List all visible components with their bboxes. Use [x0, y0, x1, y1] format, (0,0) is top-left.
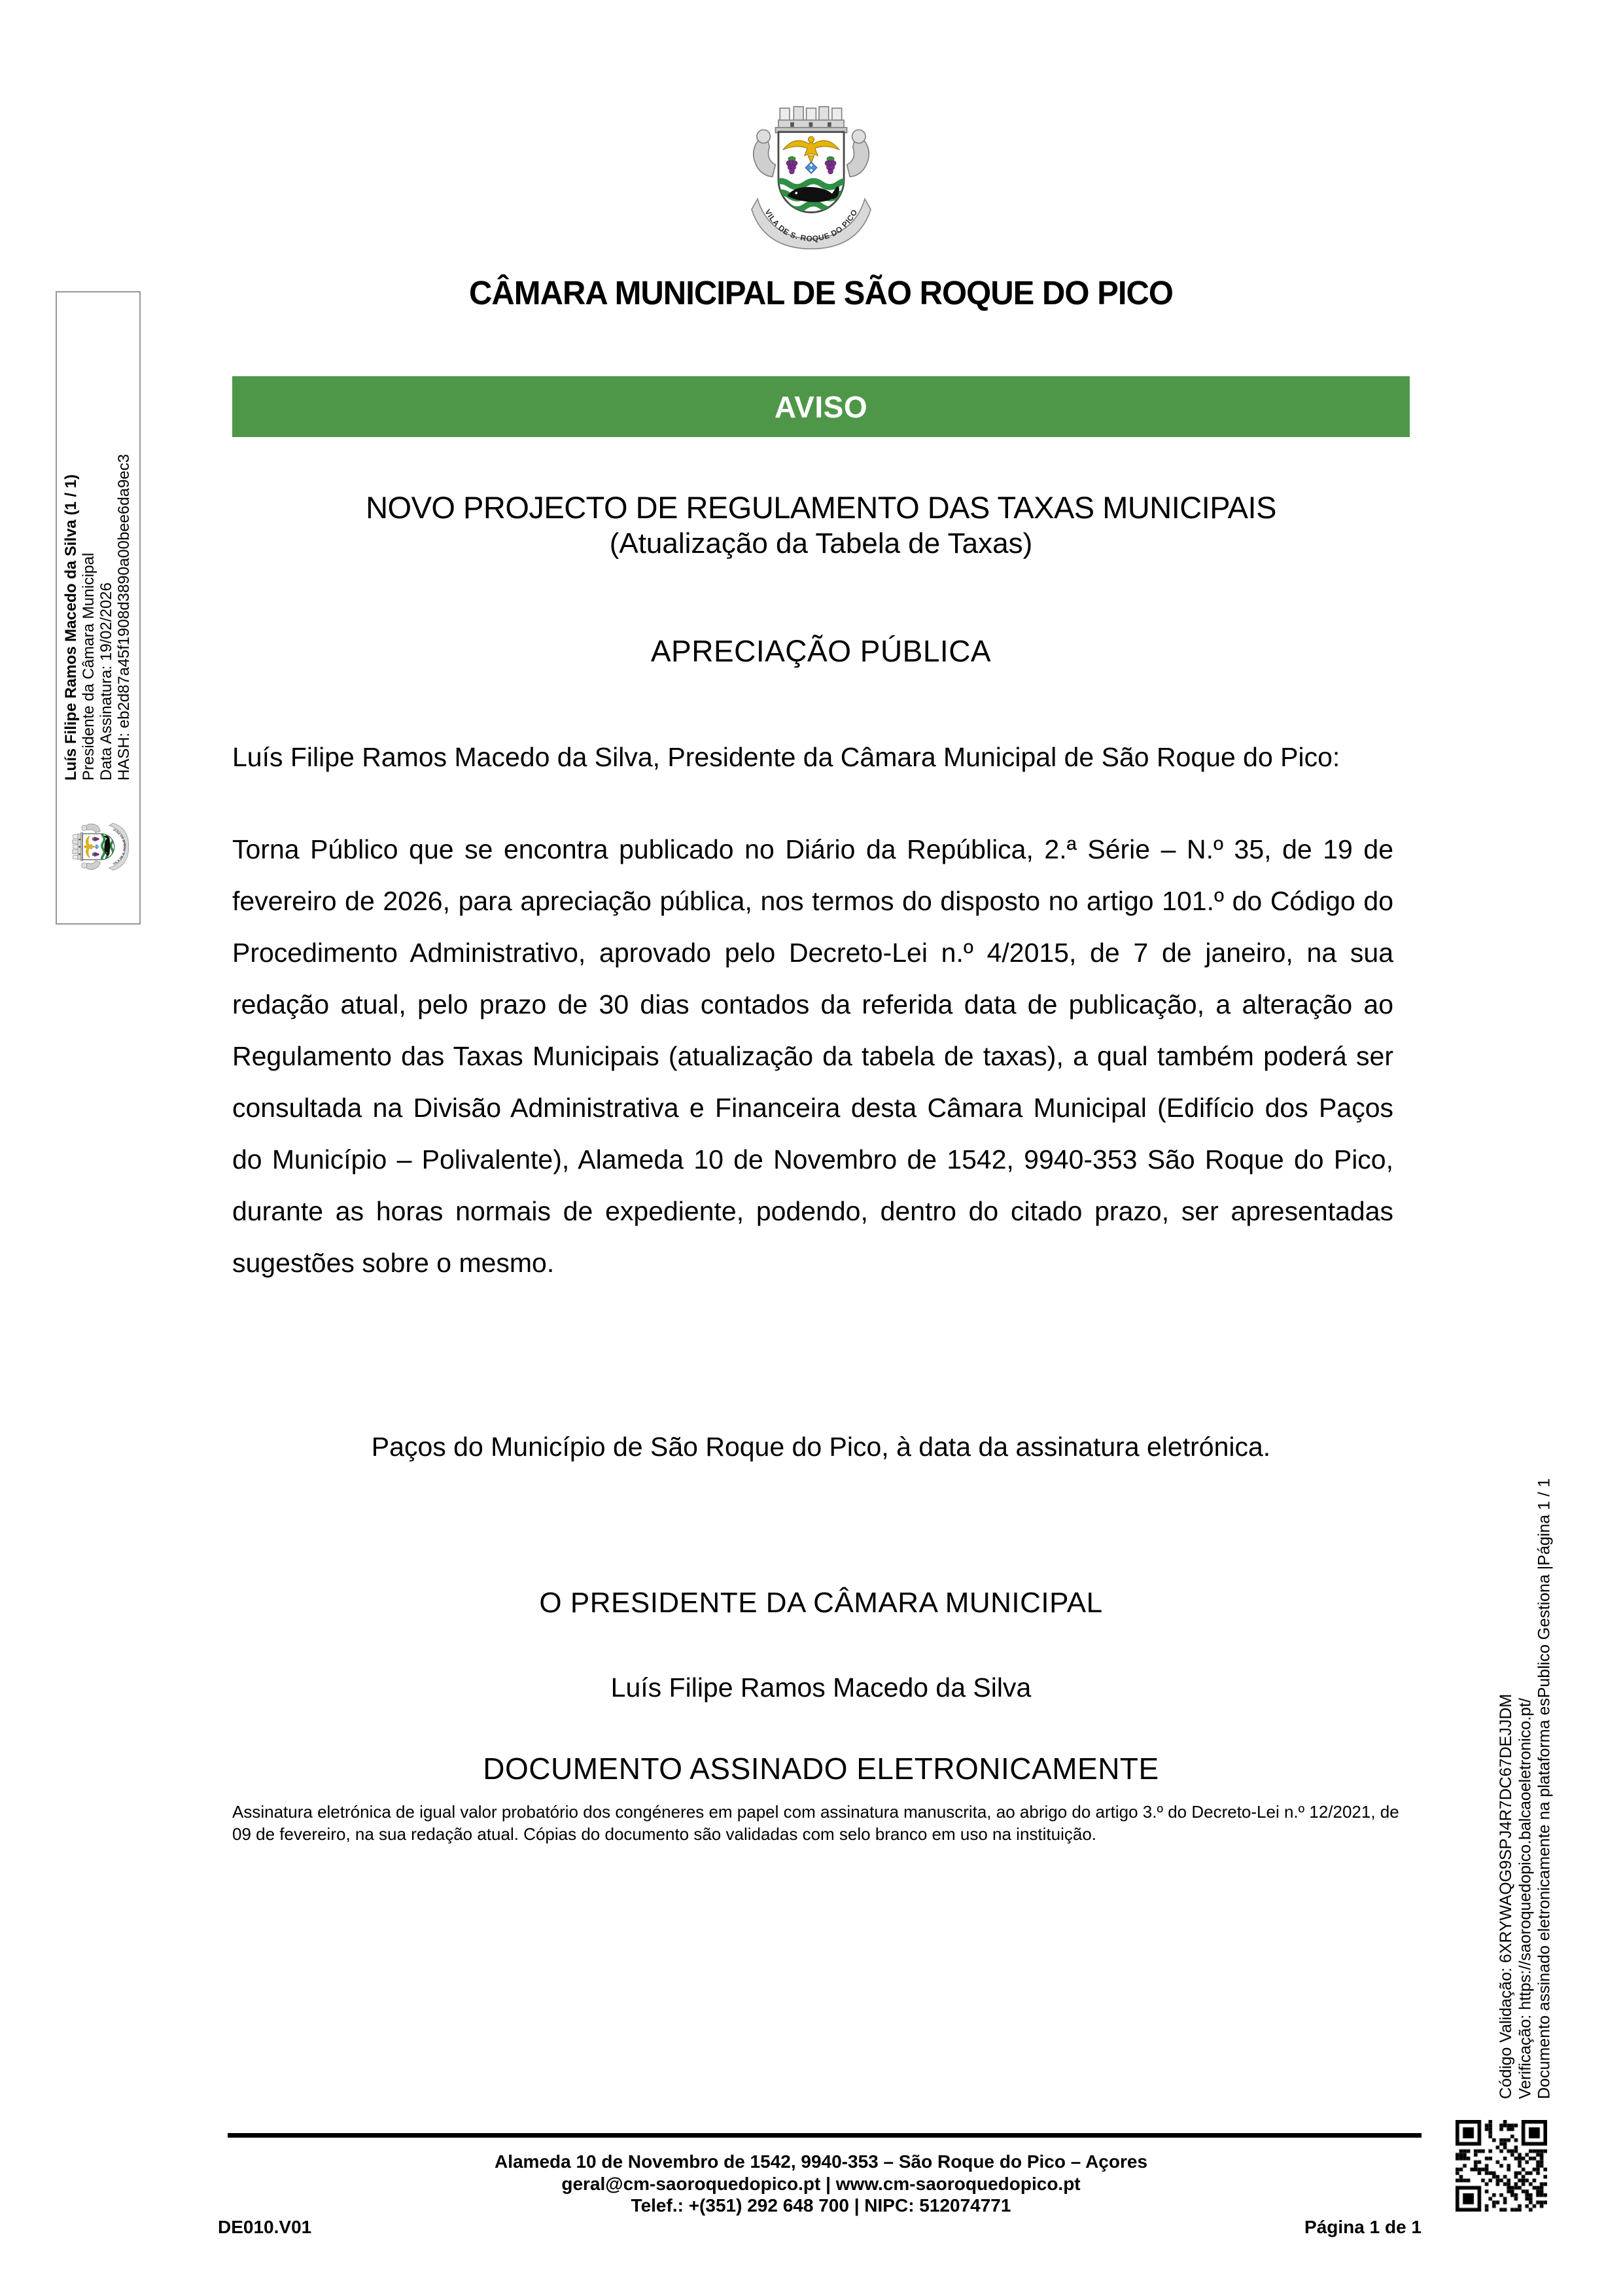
main-paragraph: Torna Público que se encontra publicado no Diário da República, 2.ª Série – N.º 35, de 19 de fevereiro de 2026, para apreciação pública, nos termos do disposto no artigo 101.º do Código do Procedimento Administrativo, aprovado pelo Decreto-Lei n.º 4/2015, de 7 de janeiro, na sua redação atual, pelo prazo de 30 dias contados da referida data de publicação, a alteração ao Regulamento das Taxas Municipais (atualização da tabela de taxas), a qual também poderá ser consultada na Divisão Administrativa e Financeira desta Câmara Municipal (Edifício dos Paços do Município – Polivalente), Alameda 10 de Novembro de 1542, 9940-353 São Roque do Pico, durante as horas normais de expediente, podendo, dentro do citado prazo, ser apresentadas sugestões sobre o mesmo. [232, 834, 1393, 1278]
footer-contacts: geral@cm-saoroquedopico.pt | www.cm-saoroquedopico.pt [561, 2174, 1081, 2194]
validation-url: Verificação: https://saoroquedopico.balcaoeletronico.pt/ [1516, 1698, 1535, 2099]
signature-box [56, 291, 141, 925]
legal-note: Assinatura eletrónica de igual valor probatório dos congéneres em papel com assinatura manuscrita, ao abrigo do artigo 3.º do Decreto-Lei n.º 12/2021, de 09 de fevereiro, na sua redação atual. Cópias do documento são validadas com selo branco em uso na instituição. [232, 1802, 1399, 1844]
dateline: Paços do Município de São Roque do Pico, à data da assinatura eletrónica. [371, 1432, 1271, 1462]
notice-subject-line1: NOVO PROJECTO DE REGULAMENTO DAS TAXAS MUNICIPAIS [366, 490, 1276, 525]
qr-code [1456, 2120, 1547, 2215]
signer-name: Luís Filipe Ramos Macedo da Silva (1 / 1) [62, 474, 80, 781]
aviso-banner-label: AVISO [774, 389, 868, 424]
signature-hash: HASH: eb2d87a45f1908d3890a00bee6da9ec3 [115, 453, 133, 781]
footer-rule [228, 2133, 1422, 2138]
validation-code: Código Validação: 6XRYWAQG9SPJ4R7DC67DEJJDM [1497, 1693, 1515, 2099]
footer-phone: Telef.: +(351) 292 648 700 | NIPC: 512074771 [631, 2195, 1011, 2216]
president-heading: O PRESIDENTE DA CÂMARA MUNICIPAL [539, 1587, 1103, 1619]
signer-role: Presidente da Câmara Municipal [80, 552, 97, 781]
section-heading: APRECIAÇÃO PÚBLICA [650, 634, 992, 668]
signature-box-text [62, 298, 133, 781]
signature-box-crest [69, 815, 128, 879]
footer-address: Alameda 10 de Novembro de 1542, 9940-353 – São Roque do Pico – Açores [494, 2151, 1148, 2172]
page-title: CÂMARA MUNICIPAL DE SÃO ROQUE DO PICO [468, 274, 1174, 311]
validation-platform: Documento assinado eletronicamente na plataforma esPublico Gestiona |Página 1 / 1 [1535, 1478, 1554, 2099]
president-name: Luís Filipe Ramos Macedo da Silva [610, 1672, 1032, 1703]
notice-body [232, 732, 1393, 1289]
page-number: Página 1 de 1 [1304, 2217, 1422, 2237]
intro-paragraph: Luís Filipe Ramos Macedo da Silva, Presidente da Câmara Municipal de São Roque do Pico: [232, 742, 1340, 772]
validation-strip [1497, 1458, 1554, 2099]
notice-subject-line2: (Atualização da Tabela de Taxas) [609, 527, 1033, 559]
document-code: DE010.V01 [218, 2217, 312, 2237]
aviso-banner [232, 376, 1410, 437]
municipal-crest [737, 90, 886, 253]
signature-date: Data Assinatura: 19/02/2026 [97, 582, 115, 781]
signed-notice: DOCUMENTO ASSINADO ELETRONICAMENTE [483, 1752, 1159, 1786]
